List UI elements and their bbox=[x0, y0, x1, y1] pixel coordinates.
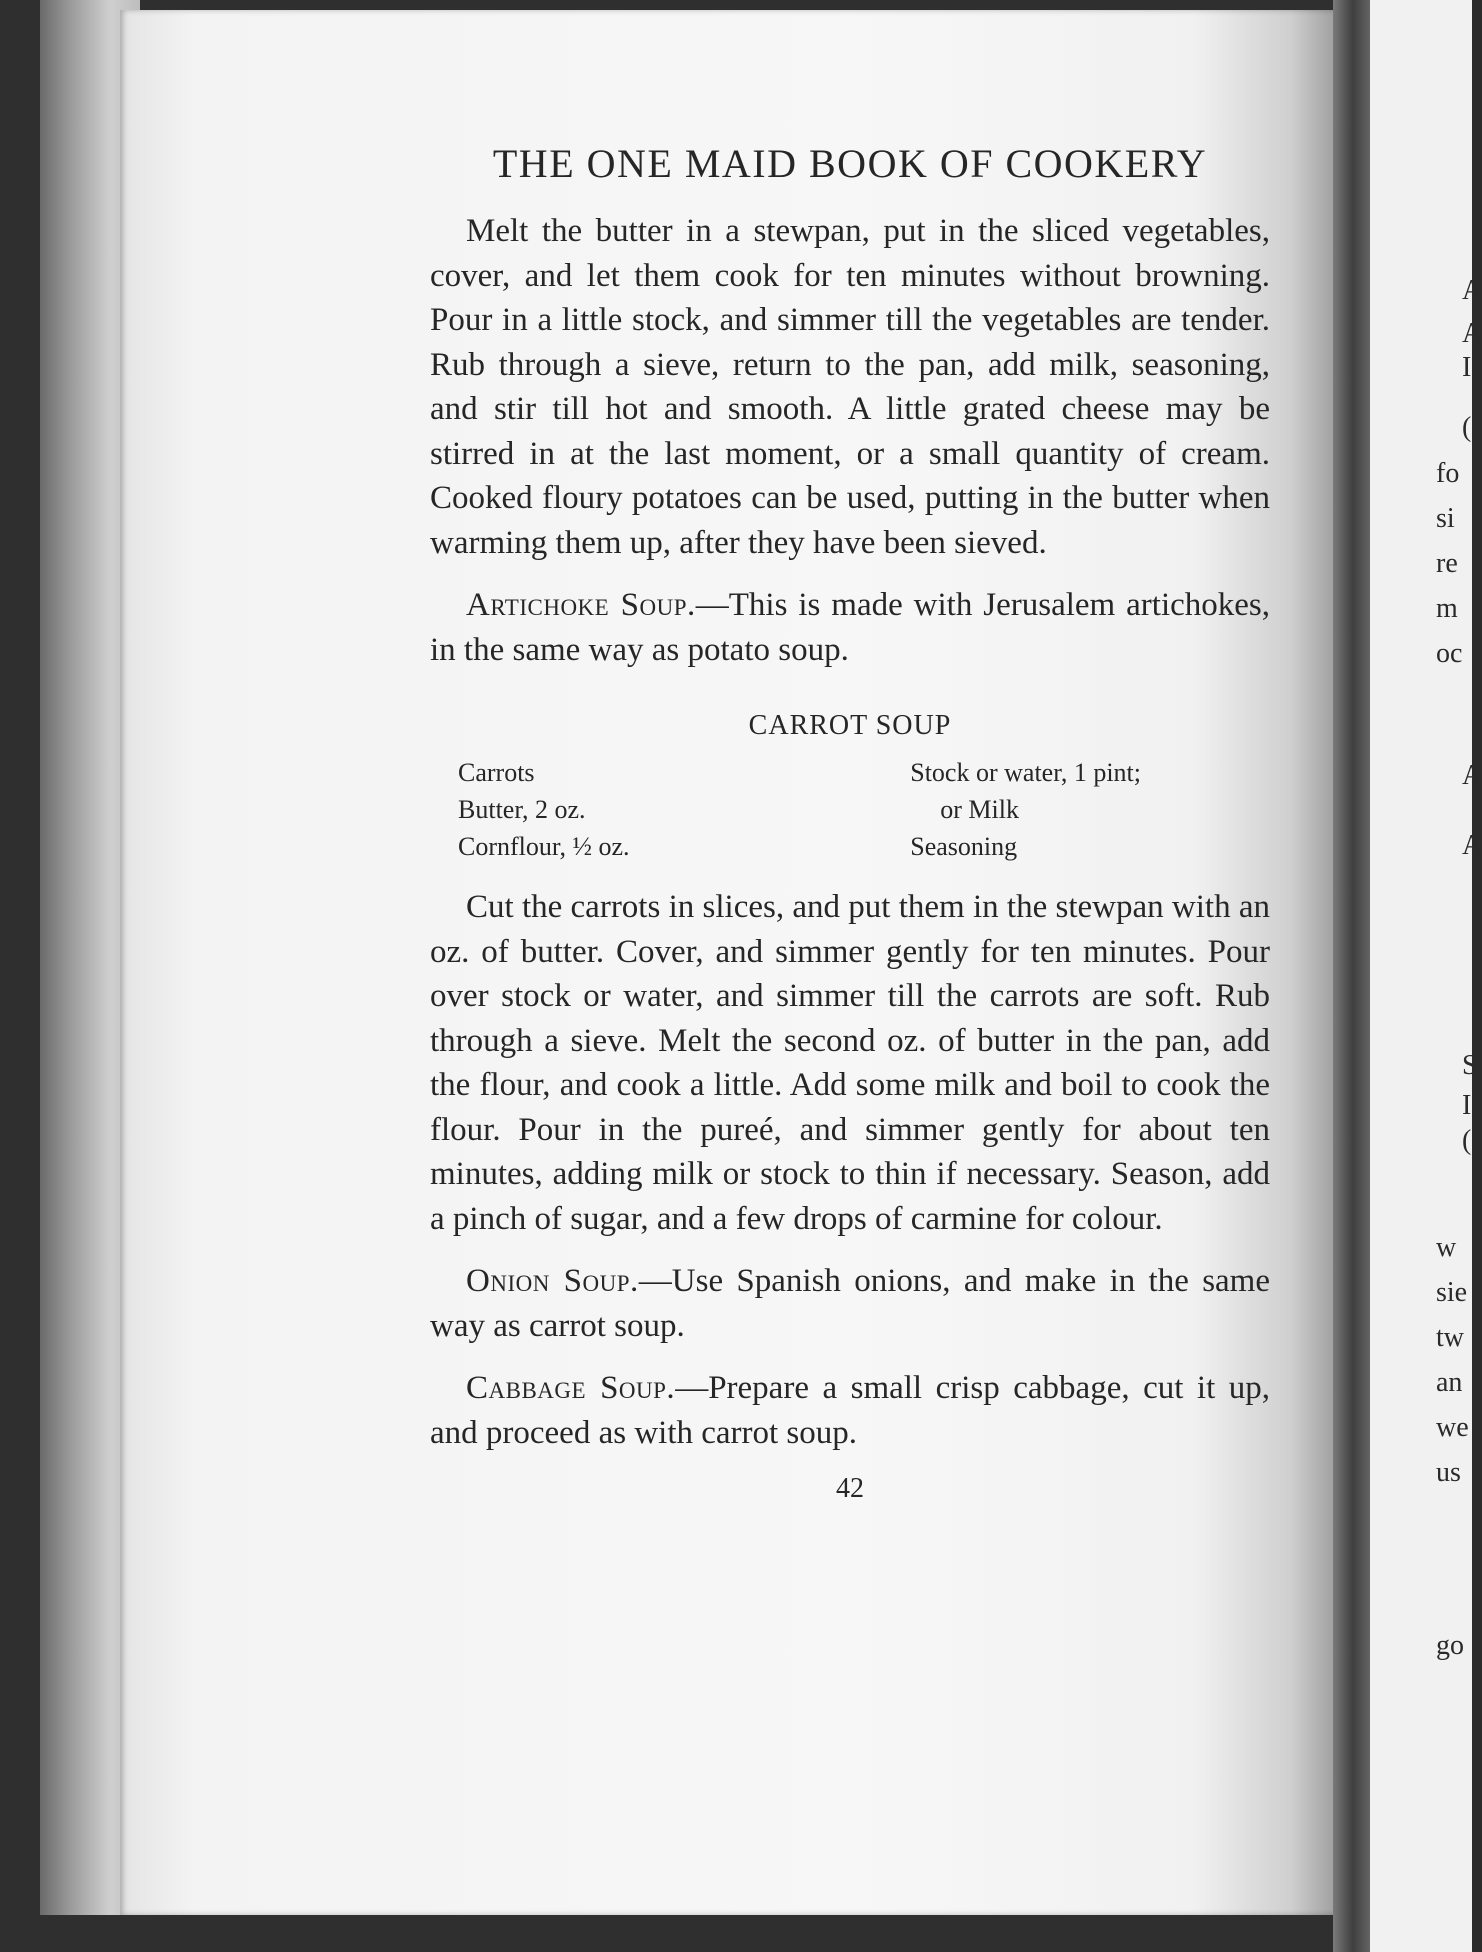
paragraph-onion-soup bbox=[430, 1259, 1270, 1348]
adjacent-text-fragment: m bbox=[1436, 593, 1458, 624]
recipe-title-carrot-soup: CARROT SOUP bbox=[748, 710, 952, 741]
adjacent-text-fragment: si bbox=[1436, 503, 1455, 534]
adjacent-text-fragment: us bbox=[1436, 1457, 1461, 1488]
adjacent-text-fragment: sie bbox=[1436, 1277, 1468, 1308]
paragraph-cabbage-soup bbox=[430, 1366, 1270, 1455]
adjacent-text-fragment: tw bbox=[1436, 1322, 1464, 1353]
page-content bbox=[430, 140, 1270, 1505]
adjacent-text-fragment: A bbox=[1462, 318, 1482, 349]
adjacent-text-fragment: ( bbox=[1462, 412, 1472, 443]
ingredient-item: Stock or water, 1 pint; bbox=[910, 758, 1141, 787]
running-head: THE ONE MAID BOOK OF COOKERY bbox=[492, 141, 1208, 186]
adjacent-text-fragment: w bbox=[1436, 1232, 1457, 1263]
book-gutter bbox=[1333, 0, 1373, 1952]
adjacent-text-fragment: an bbox=[1436, 1367, 1463, 1398]
adjacent-text-fragment: S bbox=[1462, 1050, 1478, 1081]
adjacent-text-fragment: go bbox=[1436, 1630, 1464, 1661]
artichoke-heading: Artichoke Soup. bbox=[466, 587, 696, 623]
cabbage-heading: Cabbage Soup. bbox=[466, 1370, 676, 1406]
page-number: 42 bbox=[836, 1473, 864, 1504]
adjacent-text-fragment: A bbox=[1462, 830, 1482, 861]
adjacent-text-fragment: fo bbox=[1436, 458, 1460, 489]
adjacent-text-fragment: re bbox=[1436, 548, 1458, 579]
paragraph-carrot-method: Cut the carrots in slices, and put them in the stewpan with an oz. of butter. Cover, and simmer gently for ten minutes. Pour over stock or water, and simmer till the carrots are soft. Rub through a sieve. Melt the second oz. of butter in the pan, add the flour, and cook a little. Add some milk and boil to cook the flour. Pour in the pureé, and simmer gently for about ten minutes, adding milk or stock to thin if necessary. Season, add a pinch of sugar, and a few drops of carmine for colour. bbox=[430, 889, 1270, 1237]
ingredients-list bbox=[458, 754, 1270, 865]
paragraph-potato-method: Melt the butter in a stewpan, put in the sliced vegetables, cover, and let them cook for ten minutes without browning. Pour in a little stock, and simmer till the vegetables are tender. Rub through a sieve, return to the pan, add milk, seasoning, and stir till hot and smooth. A little grated cheese may be stirred in at the last moment, or a small quantity of cream. Cooked floury potatoes can be used, putting in the butter when warming them up, after they have been sieved. bbox=[430, 213, 1270, 561]
ingredient-item: Cornflour, ½ oz. bbox=[458, 832, 630, 861]
ingredients-left-column bbox=[458, 754, 848, 865]
cabbage-text: —Prepare a small crisp cabbage, cut it up, and proceed as with carrot soup. bbox=[430, 1370, 1270, 1451]
onion-heading: Onion Soup. bbox=[466, 1263, 639, 1299]
adjacent-text-fragment: A bbox=[1462, 275, 1482, 306]
adjacent-text-fragment: I bbox=[1462, 352, 1472, 383]
adjacent-text-fragment: oc bbox=[1436, 638, 1463, 669]
ingredient-item: or Milk bbox=[940, 795, 1019, 824]
adjacent-text-fragment: ( bbox=[1462, 1125, 1472, 1156]
paragraph-artichoke-soup bbox=[430, 583, 1270, 672]
artichoke-text: —This is made with Jerusalem artichokes, in the same way as potato soup. bbox=[430, 587, 1270, 668]
onion-text: —Use Spanish onions, and make in the same way as carrot soup. bbox=[430, 1263, 1270, 1344]
ingredients-right-column bbox=[880, 754, 1270, 865]
ingredient-item: Butter, 2 oz. bbox=[458, 795, 586, 824]
adjacent-text-fragment: I bbox=[1462, 1090, 1472, 1121]
adjacent-text-fragment: we bbox=[1436, 1412, 1469, 1443]
ingredient-item: Carrots bbox=[458, 758, 535, 787]
adjacent-page-fragment bbox=[1370, 0, 1482, 1952]
adjacent-text-fragment: A bbox=[1462, 760, 1482, 791]
ingredient-item: Seasoning bbox=[910, 832, 1018, 861]
